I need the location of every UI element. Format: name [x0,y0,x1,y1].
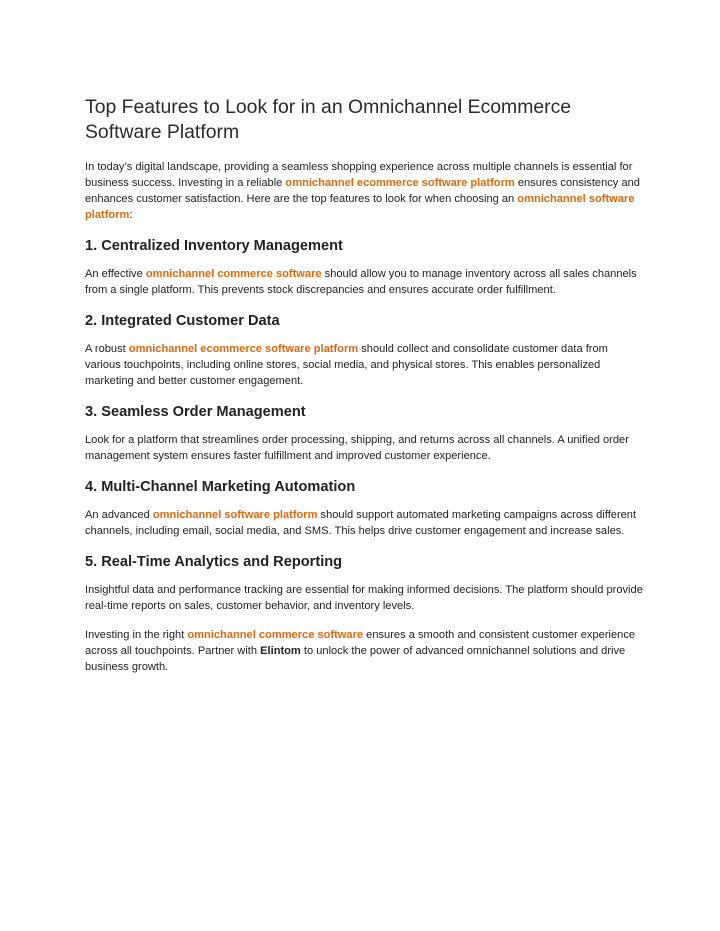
intro-text-1: In today’s digital landscape, providing a seamless shopping experience across multiple channels is essential for business success. Investing in a reliable [85,161,633,189]
section-marketing-automation [85,477,645,539]
page-title [85,95,645,145]
section-heading: 4. Multi-Channel Marketing Automation [85,479,356,495]
section-text-1: An effective [85,268,146,280]
section-order-management [85,402,645,464]
title-line-1: Top Features to Look for in an Omnichannel Ecommerce [85,96,572,118]
keyword-link[interactable]: omnichannel ecommerce software platform [128,343,359,355]
keyword-link[interactable]: omnichannel ecommerce software platform [285,177,515,189]
intro-paragraph [85,159,645,223]
section-heading: 1. Centralized Inventory Management [85,238,343,254]
document-body [85,95,645,675]
section-heading: 2. Integrated Customer Data [85,313,280,329]
title-line-2: Software Platform [85,121,240,143]
section-paragraph [85,266,645,298]
section-text-1: A robust [85,343,129,355]
section-text-1: Look for a platform that streamlines order processing, shipping, and returns across all channels. A unified order management system ensures faster fulfillment and improved customer experience. [85,434,629,462]
closing-paragraph [85,627,645,675]
keyword-link[interactable]: omnichannel commerce software [145,268,322,280]
section-customer-data [85,311,645,389]
closing-text-1: Investing in the right [85,629,188,641]
section-text-1: An advanced [85,509,153,521]
section-text-2: should allow you to manage inventory across all sales channels from a single platform. This prevents stock discrepancies and ensures accurate order fulfillment. [85,268,637,296]
section-paragraph [85,432,645,464]
section-heading: 3. Seamless Order Management [85,404,306,420]
section-heading: 5. Real-Time Analytics and Reporting [85,554,343,570]
keyword-link[interactable]: omnichannel software platform [85,193,635,221]
section-analytics [85,552,645,614]
intro-text-3: : [129,209,133,221]
section-text-2: should collect and consolidate customer data from various touchpoints, including online stores, social media, and physical stores. This enables personalized marketing and better customer engagement. [85,343,608,387]
keyword-link[interactable]: omnichannel software platform [152,509,318,521]
section-paragraph [85,582,645,614]
closing-text-3: to unlock the power of advanced omnichannel solutions and drive business growth. [85,645,626,673]
section-inventory [85,236,645,298]
section-paragraph [85,341,645,389]
section-paragraph [85,507,645,539]
keyword-link[interactable]: omnichannel commerce software [187,629,364,641]
closing-text-2: ensures a smooth and consistent customer experience across all touchpoints. Partner with [85,629,636,657]
section-text-2: should support automated marketing campaigns across different channels, including email, social media, and SMS. This helps drive customer engagement and increase sales. [85,509,637,537]
brand-name: Elintom [260,645,301,657]
intro-text-2: ensures consistency and enhances customer satisfaction. Here are the top features to look for when choosing an [85,177,640,205]
section-text-1: Insightful data and performance tracking are essential for making informed decisions. The platform should provide real-time reports on sales, customer behavior, and inventory levels. [85,584,643,612]
